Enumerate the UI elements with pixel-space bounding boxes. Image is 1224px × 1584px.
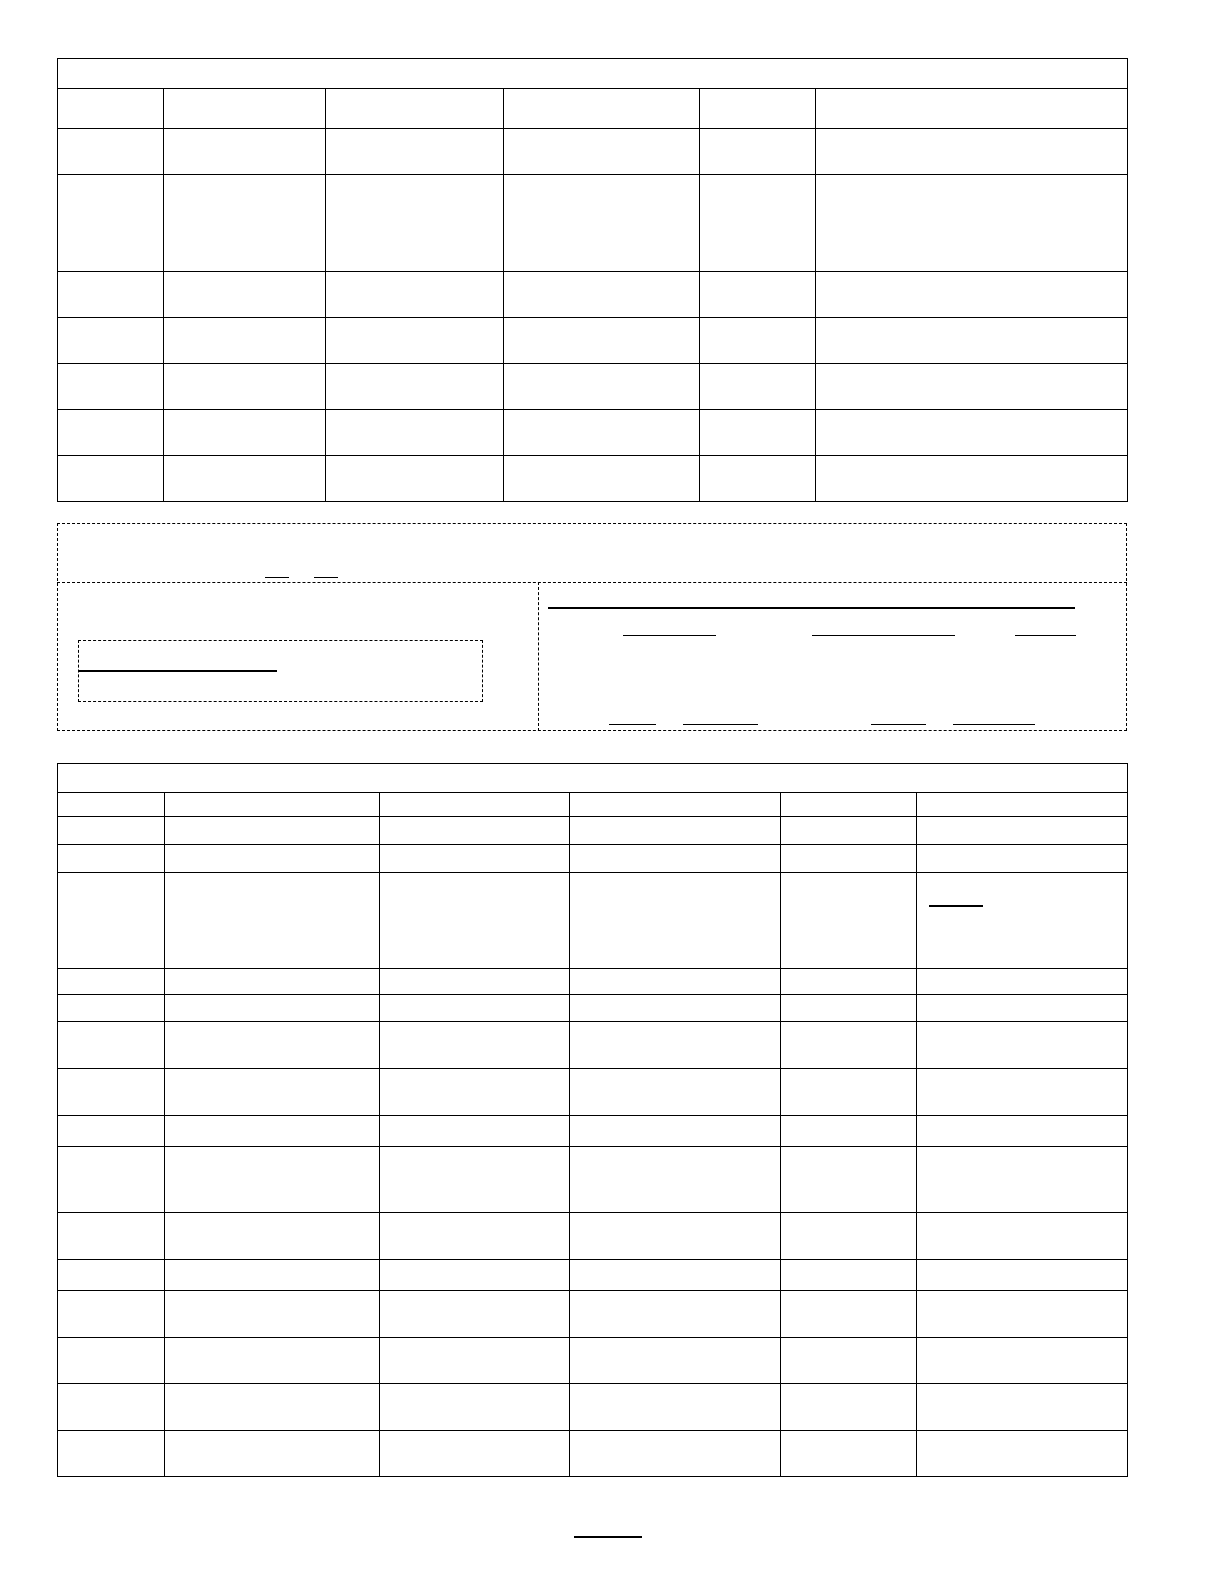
middle-section-header-text <box>64 530 1114 578</box>
lower-table-cell <box>58 1384 165 1431</box>
upper-table-row <box>58 456 1128 502</box>
upper-table-cell <box>700 456 816 502</box>
lower-table-cell <box>917 873 1128 969</box>
lower-table-cell <box>781 1022 917 1069</box>
lower-table-row <box>58 1022 1128 1069</box>
lower-table-cell <box>570 1147 781 1213</box>
lower-table-cell <box>58 1260 165 1291</box>
upper-table-row <box>58 364 1128 410</box>
right-panel-blank-4 <box>609 724 656 725</box>
lower-table-cell <box>781 995 917 1022</box>
lower-table-cell <box>917 1022 1128 1069</box>
upper-table-header-cell <box>58 89 164 129</box>
upper-table-header-cell <box>164 89 326 129</box>
lower-table-row <box>58 873 1128 969</box>
lower-table-row <box>58 1069 1128 1116</box>
lower-table-cell <box>781 969 917 995</box>
lower-table-cell <box>781 1213 917 1260</box>
upper-table-title-row <box>58 59 1128 89</box>
lower-table-cell <box>917 1213 1128 1260</box>
lower-table-cell <box>781 1116 917 1147</box>
footer-page-line <box>574 1536 642 1538</box>
lower-table-cell <box>380 969 570 995</box>
lower-table-cell <box>917 1431 1128 1477</box>
upper-table-cell <box>700 410 816 456</box>
lower-table-cell <box>58 969 165 995</box>
upper-table-cell <box>700 318 816 364</box>
lower-table-cell <box>165 1116 380 1147</box>
right-panel-blank-6 <box>871 724 926 725</box>
lower-table-cell <box>917 1338 1128 1384</box>
upper-table-cell <box>326 318 504 364</box>
upper-table-header-cell <box>816 89 1128 129</box>
lower-table-cell <box>917 1291 1128 1338</box>
upper-table-cell <box>164 318 326 364</box>
lower-table-cell <box>781 1431 917 1477</box>
lower-table-cell <box>165 969 380 995</box>
lower-table-title <box>58 764 1128 793</box>
upper-table-cell <box>816 410 1128 456</box>
upper-table-cell <box>326 272 504 318</box>
upper-table-cell <box>326 175 504 272</box>
lower-table-cell <box>570 1384 781 1431</box>
lower-table-header-row <box>58 793 1128 817</box>
upper-table-row <box>58 272 1128 318</box>
lower-table-cell <box>781 1147 917 1213</box>
upper-table-cell <box>504 364 700 410</box>
upper-table-cell <box>58 175 164 272</box>
upper-table-cell <box>816 364 1128 410</box>
upper-table-header-cell <box>700 89 816 129</box>
lower-table-row <box>58 1291 1128 1338</box>
upper-table-cell <box>700 175 816 272</box>
upper-table-cell <box>164 272 326 318</box>
lower-table-cell <box>917 1069 1128 1116</box>
upper-table-row <box>58 129 1128 175</box>
left-panel-text <box>64 590 529 630</box>
upper-table-cell <box>326 456 504 502</box>
header-blank-line-2 <box>314 577 338 578</box>
upper-table-cell <box>816 272 1128 318</box>
lower-table-header-cell <box>570 793 781 817</box>
lower-table-cell <box>570 1022 781 1069</box>
lower-table-cell <box>380 1338 570 1384</box>
lower-table-cell <box>917 1260 1128 1291</box>
upper-table-title <box>58 59 1128 89</box>
lower-table-cell <box>781 1384 917 1431</box>
right-panel-blank-3 <box>1015 635 1076 636</box>
footer-page-label <box>574 1518 642 1534</box>
lower-table-cell <box>781 1069 917 1116</box>
lower-table-row <box>58 995 1128 1022</box>
lower-table-cell <box>165 1291 380 1338</box>
lower-table-cell <box>380 1291 570 1338</box>
lower-table-cell <box>165 1431 380 1477</box>
lower-table-cell <box>781 1338 917 1384</box>
lower-table-cell <box>570 1338 781 1384</box>
lower-table-cell <box>570 1260 781 1291</box>
lower-table-cell <box>165 873 380 969</box>
lower-table-cell <box>380 1116 570 1147</box>
upper-table-cell <box>326 129 504 175</box>
lower-table-cell <box>380 1260 570 1291</box>
lower-table-row <box>58 817 1128 845</box>
lower-table-cell <box>165 1213 380 1260</box>
lower-table-row <box>58 1384 1128 1431</box>
lower-table-cell <box>570 969 781 995</box>
lower-table-cell <box>380 817 570 845</box>
lower-table-cell <box>380 1069 570 1116</box>
lower-table-row <box>58 969 1128 995</box>
upper-table-cell <box>504 410 700 456</box>
right-panel-blank-2 <box>812 635 955 636</box>
upper-table-cell <box>164 129 326 175</box>
lower-table-cell <box>165 1147 380 1213</box>
right-panel-main-line <box>548 607 1075 609</box>
lower-table-cell <box>58 1431 165 1477</box>
middle-section-divider <box>57 582 1127 583</box>
upper-table-header-cell <box>326 89 504 129</box>
lower-table-cell <box>570 1213 781 1260</box>
lower-table-cell <box>917 995 1128 1022</box>
upper-table <box>57 58 1128 502</box>
upper-table-cell <box>816 456 1128 502</box>
lower-table-cell <box>58 873 165 969</box>
right-panel-blank-1 <box>623 635 716 636</box>
right-panel-blank-7 <box>953 724 1035 725</box>
lower-table-cell <box>58 1338 165 1384</box>
lower-table-header-cell <box>58 793 165 817</box>
upper-table-cell <box>58 129 164 175</box>
lower-table <box>57 763 1128 1477</box>
lower-table-cell <box>58 995 165 1022</box>
inner-box-text <box>84 675 479 699</box>
lower-table-cell <box>570 1291 781 1338</box>
lower-table-cell <box>58 817 165 845</box>
lower-table-cell <box>781 1291 917 1338</box>
lower-table-cell <box>58 1147 165 1213</box>
upper-table-row <box>58 175 1128 272</box>
lower-table-header-cell <box>781 793 917 817</box>
upper-table-cell <box>700 129 816 175</box>
lower-table-cell <box>570 1069 781 1116</box>
lower-table-cell <box>165 845 380 873</box>
lower-table-cell <box>917 969 1128 995</box>
lower-table-row <box>58 845 1128 873</box>
lower-table-cell <box>570 845 781 873</box>
lower-table-cell <box>781 1260 917 1291</box>
lower-table-cell <box>917 1116 1128 1147</box>
lower-table-cell <box>165 1260 380 1291</box>
upper-table-cell <box>58 456 164 502</box>
upper-table-cell <box>58 410 164 456</box>
lower-table-cell <box>380 1431 570 1477</box>
lower-table-cell <box>570 1116 781 1147</box>
lower-table-cell <box>781 845 917 873</box>
upper-table-cell <box>700 364 816 410</box>
lower-table-row <box>58 1116 1128 1147</box>
lower-table-cell <box>917 845 1128 873</box>
lower-table-cell <box>165 1022 380 1069</box>
lower-table-cell <box>58 1213 165 1260</box>
upper-table-cell <box>164 410 326 456</box>
lower-table-cell <box>570 817 781 845</box>
upper-table-header-cell <box>504 89 700 129</box>
upper-table-cell <box>164 456 326 502</box>
upper-table-cell <box>164 364 326 410</box>
lower-table-header-cell <box>917 793 1128 817</box>
right-panel-blank-5 <box>683 724 758 725</box>
lower-table-cell <box>380 1213 570 1260</box>
lower-table-cell <box>380 1022 570 1069</box>
right-panel-text <box>548 645 1118 715</box>
lower-table-cell <box>570 995 781 1022</box>
upper-table-cell <box>58 272 164 318</box>
lower-table-cell <box>165 1338 380 1384</box>
upper-table-cell <box>816 175 1128 272</box>
lower-table-cell <box>570 1431 781 1477</box>
upper-table-cell <box>504 318 700 364</box>
lower-table-row <box>58 1338 1128 1384</box>
lower-table-header-cell <box>380 793 570 817</box>
upper-table-cell <box>816 129 1128 175</box>
lower-table-row <box>58 1431 1128 1477</box>
lower-table-cell <box>380 845 570 873</box>
lower-table-cell <box>165 1384 380 1431</box>
lower-table-row <box>58 1260 1128 1291</box>
lower-table-cell <box>58 845 165 873</box>
lower-table-cell <box>917 817 1128 845</box>
upper-table-cell <box>504 272 700 318</box>
upper-table-cell <box>504 129 700 175</box>
lower-table-title-row <box>58 764 1128 793</box>
lower-table-cell-underline <box>929 905 983 907</box>
lower-table-cell <box>380 1384 570 1431</box>
upper-table-cell <box>700 272 816 318</box>
lower-table-cell <box>917 1147 1128 1213</box>
upper-table-row <box>58 410 1128 456</box>
lower-table-cell <box>165 1069 380 1116</box>
middle-section-vertical-divider <box>538 582 539 731</box>
lower-table-cell <box>58 1291 165 1338</box>
upper-table-header-row <box>58 89 1128 129</box>
lower-table-cell <box>58 1022 165 1069</box>
upper-table-row <box>58 318 1128 364</box>
lower-table-cell <box>917 1384 1128 1431</box>
lower-table-cell <box>58 1069 165 1116</box>
inner-box-line <box>79 670 277 672</box>
lower-table-row <box>58 1147 1128 1213</box>
lower-table-header-cell <box>165 793 380 817</box>
upper-table-cell <box>164 175 326 272</box>
upper-table-cell <box>326 364 504 410</box>
lower-table-cell <box>781 817 917 845</box>
lower-table-cell <box>570 873 781 969</box>
lower-table-cell <box>380 995 570 1022</box>
lower-table-cell <box>380 1147 570 1213</box>
upper-table-cell <box>58 318 164 364</box>
lower-table-cell <box>165 817 380 845</box>
upper-table-cell <box>58 364 164 410</box>
lower-table-cell <box>781 873 917 969</box>
lower-table-cell <box>380 873 570 969</box>
upper-table-cell <box>504 175 700 272</box>
upper-table-cell <box>326 410 504 456</box>
lower-table-row <box>58 1213 1128 1260</box>
lower-table-cell <box>58 1116 165 1147</box>
lower-table-cell <box>165 995 380 1022</box>
upper-table-cell <box>816 318 1128 364</box>
upper-table-cell <box>504 456 700 502</box>
header-blank-line-1 <box>265 577 289 578</box>
